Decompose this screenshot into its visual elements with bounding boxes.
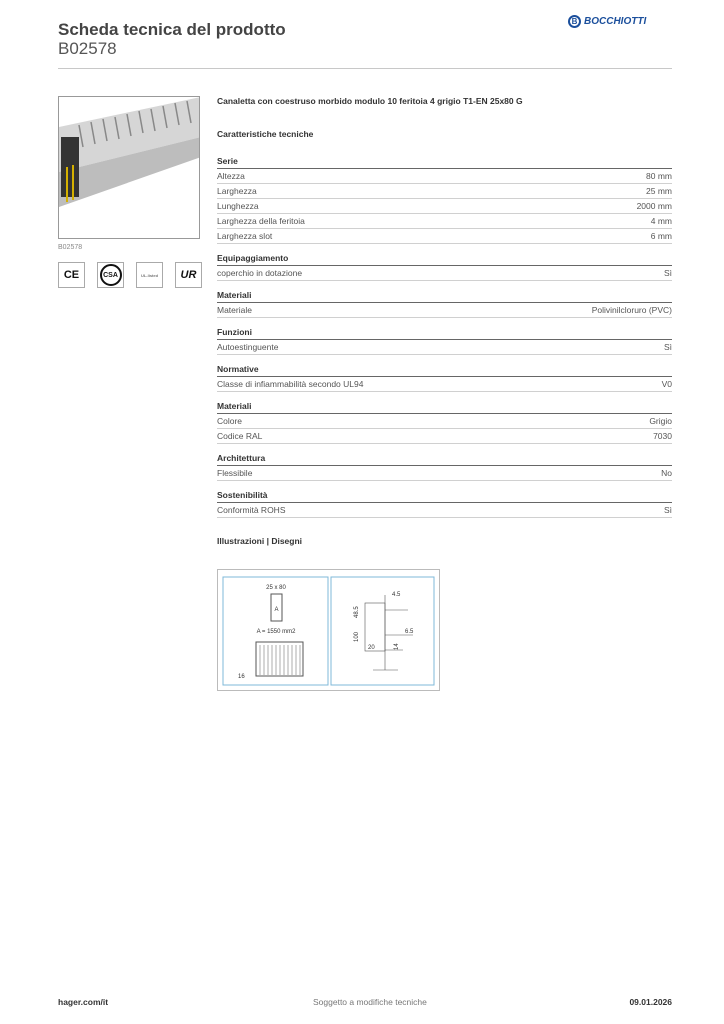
brand-logo	[568, 15, 646, 28]
svg-text:6.5: 6.5	[405, 629, 414, 635]
ul-listed-mark-icon: UL-listed	[136, 262, 163, 288]
spec-row	[217, 229, 672, 244]
spec-row	[217, 377, 672, 392]
spec-row	[217, 214, 672, 229]
spec-value: 4 mm	[650, 216, 672, 226]
spec-section	[217, 400, 672, 444]
spec-row	[217, 169, 672, 184]
spec-label: Codice RAL	[217, 431, 263, 441]
spec-section	[217, 252, 672, 281]
spec-section	[217, 489, 672, 518]
specifications	[217, 96, 672, 546]
section-heading: Materiali	[217, 400, 672, 414]
svg-text:100: 100	[354, 631, 360, 642]
section-heading: Sostenibilità	[217, 489, 672, 503]
product-code: B02578	[58, 39, 117, 58]
brand-name: BOCCHIOTTI	[584, 16, 647, 27]
spec-row	[217, 340, 672, 355]
spec-label: Larghezza della feritoia	[217, 216, 305, 226]
section-heading: Serie	[217, 155, 672, 169]
ur-mark-icon: UR	[175, 262, 202, 288]
spec-value: Sì	[663, 342, 672, 352]
spec-section	[217, 155, 672, 244]
certification-marks	[58, 262, 202, 288]
footer-website: hager.com/it	[58, 997, 109, 1007]
section-heading: Equipaggiamento	[217, 252, 672, 266]
spec-label: coperchio in dotazione	[217, 268, 303, 278]
photo-caption: B02578	[58, 244, 83, 251]
specs-heading: Caratteristiche tecniche	[217, 129, 314, 139]
spec-section	[217, 326, 672, 355]
spec-label: Autoestinguente	[217, 342, 279, 352]
svg-text:48.5: 48.5	[354, 606, 360, 618]
spec-row	[217, 199, 672, 214]
section-heading: Normative	[217, 363, 672, 377]
spec-label: Classe di infiammabilità secondo UL94	[217, 379, 364, 389]
spec-value: V0	[661, 379, 672, 389]
svg-text:20: 20	[368, 645, 375, 651]
spec-label: Larghezza slot	[217, 231, 273, 241]
footer-date: 09.01.2026	[629, 997, 672, 1007]
spec-section	[217, 452, 672, 481]
spec-value: No	[661, 468, 672, 478]
spec-row	[217, 414, 672, 429]
product-description: Canaletta con coestruso morbido modulo 10 feritoia 4 grigio T1-EN 25x80 G	[217, 96, 523, 106]
spec-value: 6 mm	[650, 231, 672, 241]
spec-section	[217, 363, 672, 392]
spec-value: 80 mm	[646, 171, 672, 181]
spec-label: Flessibile	[217, 468, 253, 478]
spec-row	[217, 303, 672, 318]
product-photo	[58, 96, 200, 239]
svg-text:14: 14	[394, 643, 400, 650]
spec-value: 25 mm	[646, 186, 672, 196]
logo-mark-icon: B	[568, 15, 581, 28]
spec-value: Sì	[663, 505, 672, 515]
header-divider	[58, 68, 672, 69]
illustrations-heading: Illustrazioni | Disegni	[217, 536, 303, 546]
technical-drawing	[217, 569, 440, 691]
spec-value: 7030	[653, 431, 672, 441]
section-heading: Architettura	[217, 452, 672, 466]
spec-label: Altezza	[217, 171, 245, 181]
spec-label: Materiale	[217, 305, 252, 315]
spec-value: 2000 mm	[636, 201, 672, 211]
ce-mark-icon: CE	[58, 262, 85, 288]
spec-row	[217, 184, 672, 199]
spec-label: Lunghezza	[217, 201, 259, 211]
spec-label: Conformità ROHS	[217, 505, 286, 515]
svg-text:A: A	[274, 607, 279, 613]
page-title: Scheda tecnica del prodotto	[58, 20, 286, 39]
csa-mark-icon: CSA	[97, 262, 124, 288]
footer-note: Soggetto a modifiche tecniche	[313, 997, 427, 1007]
spec-label: Colore	[217, 416, 243, 426]
spec-section	[217, 289, 672, 318]
spec-sections	[217, 155, 672, 518]
spec-value: Grigio	[649, 416, 672, 426]
spec-row	[217, 503, 672, 518]
drawing-area-label: A = 1550 mm2	[256, 629, 296, 635]
section-heading: Materiali	[217, 289, 672, 303]
spec-label: Larghezza	[217, 186, 257, 196]
section-heading: Funzioni	[217, 326, 672, 340]
spec-row	[217, 429, 672, 444]
drawing-size-label: 25 x 80	[266, 585, 286, 591]
spec-value: Polivinilcloruro (PVC)	[591, 305, 672, 315]
spec-row	[217, 466, 672, 481]
svg-text:16: 16	[238, 674, 245, 680]
spec-row	[217, 266, 672, 281]
svg-text:4.5: 4.5	[392, 592, 401, 598]
spec-value: Sì	[663, 268, 672, 278]
